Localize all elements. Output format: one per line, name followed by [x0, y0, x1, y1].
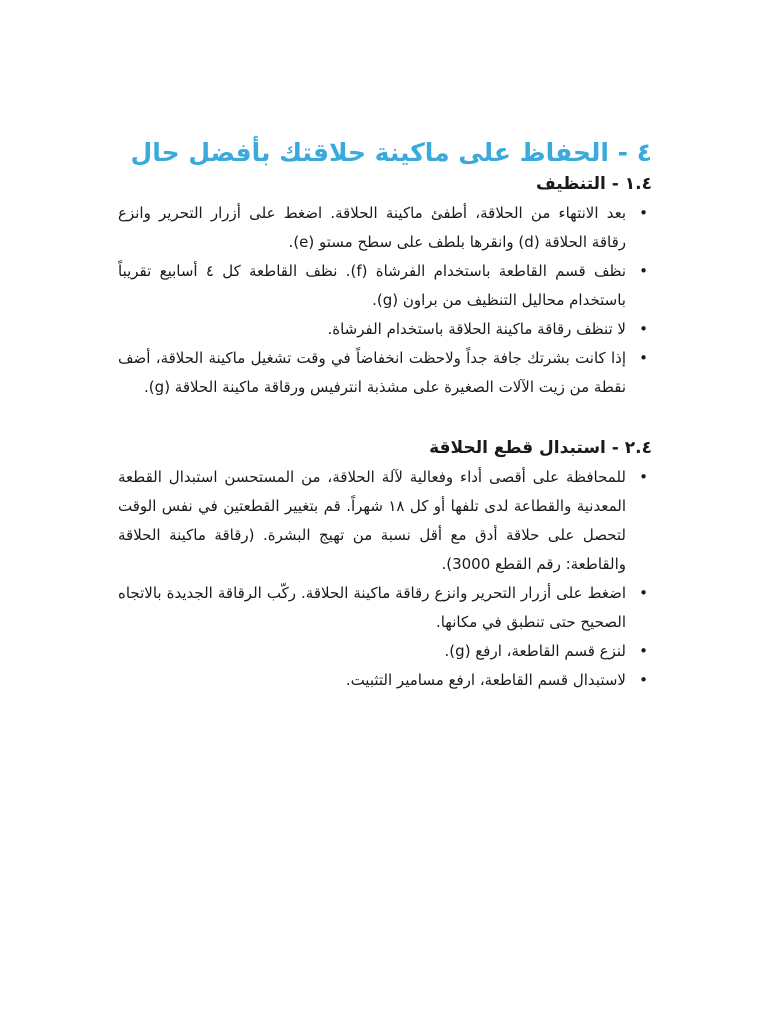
- list-item: [118, 199, 648, 257]
- list-item: [118, 315, 648, 344]
- section-title: ٤ - الحفاظ على ماكينة حلاقتك بأفضل حال: [130, 138, 652, 167]
- list-item-text: اضغط على أزرار التحرير وانزع رقاقة ماكينة الحلاقة. ركّب الرقاقة الجديدة بالاتجاه الصحيح حتى تنطبق في مكانها.: [118, 584, 626, 631]
- list-item-text: للمحافظة على أقصى أداء وفعالية لآلة الحلاقة، من المستحسن استبدال القطعة المعدنية والقطاعة لدى تلفها أو كل ١٨ شهراً. قم بتغيير القطعتين في نفس الوقت لتحصل على حلاقة أدق مع أقل نسبة من تهيج البشرة. (رقاقة ماكينة الحلاقة والقاطعة: رقم القطع 3000).: [118, 468, 626, 573]
- list-item-text: لنزع قسم القاطعة، ارفع (g).: [444, 642, 626, 660]
- list-item-text: بعد الانتهاء من الحلاقة، أطفئ ماكينة الحلاقة. اضغط على أزرار التحرير وانزع رقاقة الحلاقة (d) وانقرها بلطف على سطح مستو (e).: [118, 204, 626, 251]
- bullet-icon: •: [639, 642, 648, 660]
- bullet-icon: •: [639, 204, 648, 222]
- replacement-subtitle: ٢.٤ - استبدال قطع الحلاقة: [429, 438, 652, 458]
- cleaning-subtitle: ١.٤ - التنظيف: [536, 174, 652, 194]
- list-item: [118, 579, 648, 637]
- section-content: [118, 136, 652, 695]
- list-item: [118, 637, 648, 666]
- list-item: [118, 666, 648, 695]
- list-item: [118, 257, 648, 315]
- list-item: [118, 463, 648, 579]
- list-item-text: نظف قسم القاطعة باستخدام الفرشاة (f). نظف القاطعة كل ٤ أسابيع تقريباً باستخدام محاليل التنظيف من براون (g).: [118, 262, 626, 309]
- cleaning-list: [118, 199, 652, 402]
- bullet-icon: •: [639, 320, 648, 338]
- replacement-list: [118, 463, 652, 695]
- bullet-icon: •: [639, 262, 648, 280]
- list-item-text: لاستبدال قسم القاطعة، ارفع مسامير التثبيت.: [345, 671, 626, 689]
- bullet-icon: •: [639, 349, 648, 367]
- bullet-icon: •: [639, 671, 648, 689]
- bullet-icon: •: [639, 584, 648, 602]
- list-item-text: إذا كانت بشرتك جافة جداً ولاحظت انخفاضاً في وقت تشغيل ماكينة الحلاقة، أضف نقطة من زيت الآلات الصغيرة على مشذبة انترفيس ورقاقة ماكينة الحلاقة (g).: [118, 349, 626, 396]
- bullet-icon: •: [639, 468, 648, 486]
- list-item: [118, 344, 648, 402]
- list-item-text: لا تنظف رقاقة ماكينة الحلاقة باستخدام الفرشاة.: [327, 320, 626, 338]
